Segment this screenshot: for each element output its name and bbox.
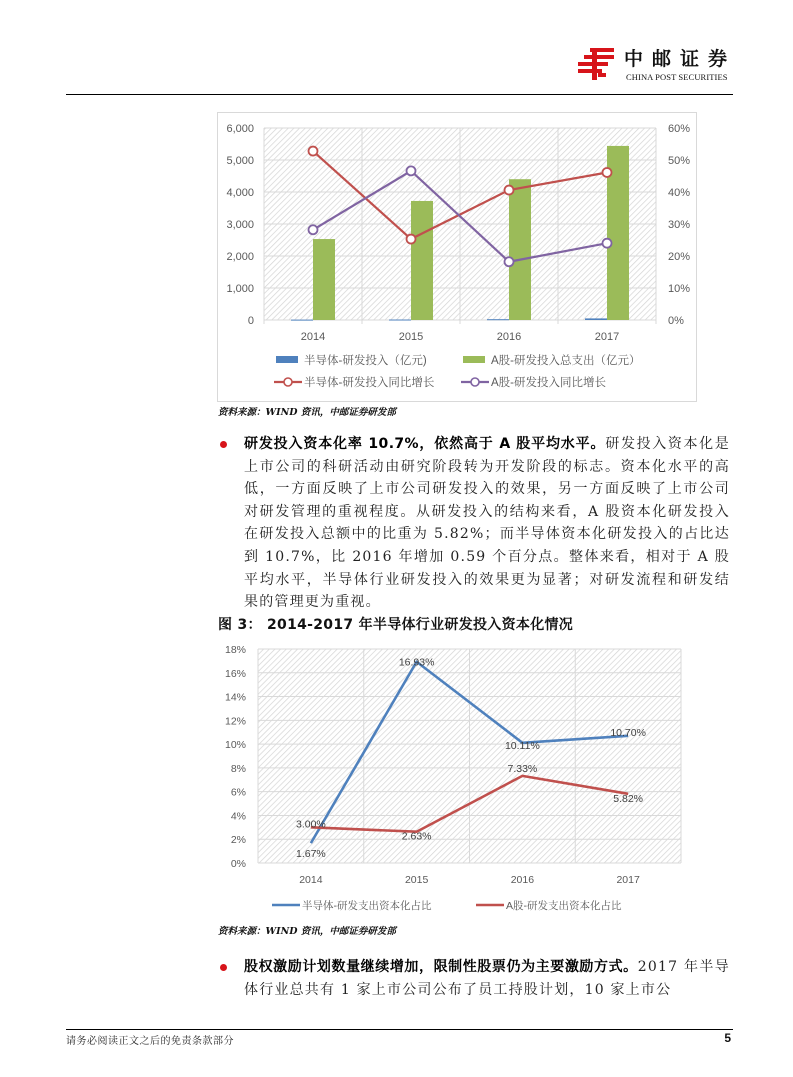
china-post-logo-icon [576, 47, 616, 81]
svg-text:2017: 2017 [616, 874, 640, 886]
chart1-source-note: 资料来源：WIND 资讯，中邮证券研发部 [218, 407, 396, 418]
svg-text:10%: 10% [668, 283, 691, 295]
footer-divider [66, 1029, 733, 1030]
svg-text:2,000: 2,000 [226, 251, 254, 263]
svg-text:60%: 60% [668, 123, 691, 135]
svg-text:0: 0 [247, 315, 254, 327]
svg-text:0%: 0% [668, 315, 684, 327]
svg-text:4,000: 4,000 [226, 187, 254, 199]
svg-text:18%: 18% [224, 644, 246, 656]
company-logo [572, 44, 737, 86]
svg-text:半导体-研发支出资本化占比: 半导体-研发支出资本化占比 [302, 900, 432, 912]
svg-text:2%: 2% [230, 834, 246, 847]
svg-text:10.70%: 10.70% [610, 726, 646, 739]
bullet-icon [220, 441, 227, 448]
svg-text:2016: 2016 [510, 874, 535, 886]
svg-text:3.00%: 3.00% [295, 818, 326, 831]
svg-text:6%: 6% [230, 786, 246, 799]
svg-text:14%: 14% [224, 691, 246, 704]
paragraph-body: 2017 年半导体行业总共有 1 家上市公司公布了员工持股计划，10 家上市公 [244, 959, 730, 998]
svg-text:20%: 20% [668, 251, 691, 263]
paragraph-heading: 股权激励计划数量继续增加，限制性股票仍为主要激励方式。 [244, 959, 638, 975]
capitalization-ratio-chart [210, 640, 690, 920]
rd-investment-chart-canvas [218, 113, 698, 403]
logo-english-name: CHINA POST SECURITIES [626, 72, 728, 82]
paragraph-rd-capitalization [218, 433, 730, 614]
svg-text:2014: 2014 [300, 331, 326, 343]
figure3-title: 图 3： 2014-2017 年半导体行业研发投入资本化情况 [218, 617, 574, 633]
svg-text:30%: 30% [668, 219, 691, 231]
svg-text:2015: 2015 [398, 331, 424, 343]
svg-text:2014: 2014 [299, 874, 323, 886]
paragraph-heading: 研发投入资本化率 10.7%，依然高于 A 股平均水平。 [244, 436, 606, 452]
svg-text:7.33%: 7.33% [507, 762, 538, 775]
svg-text:4%: 4% [230, 810, 246, 823]
svg-text:1.67%: 1.67% [295, 848, 326, 861]
svg-text:A股-研发投入总支出（亿元）: A股-研发投入总支出（亿元） [491, 355, 641, 367]
svg-text:10.11%: 10.11% [504, 739, 540, 752]
svg-text:8%: 8% [230, 762, 246, 775]
svg-text:2016: 2016 [496, 331, 522, 343]
svg-text:0%: 0% [230, 858, 246, 870]
svg-text:5,000: 5,000 [226, 155, 254, 167]
svg-text:2017: 2017 [594, 331, 620, 343]
svg-text:5.82%: 5.82% [613, 792, 644, 805]
paragraph-equity-incentive [218, 956, 730, 1001]
svg-text:半导体-研发投入（亿元): 半导体-研发投入（亿元) [304, 355, 427, 367]
page-number: 5 [724, 1031, 731, 1045]
svg-text:1,000: 1,000 [226, 283, 254, 295]
svg-text:2015: 2015 [404, 874, 429, 886]
bullet-icon [220, 964, 227, 971]
svg-text:3,000: 3,000 [226, 219, 254, 231]
chart2-source-note: 资料来源：WIND 资讯，中邮证券研发部 [218, 926, 396, 937]
svg-text:A股-研发支出资本化占比: A股-研发支出资本化占比 [506, 900, 622, 912]
svg-text:6,000: 6,000 [226, 123, 254, 135]
logo-chinese-name: 中邮证券 [624, 48, 737, 70]
header-divider [66, 94, 733, 95]
svg-text:10%: 10% [224, 739, 246, 752]
svg-text:12%: 12% [224, 715, 246, 728]
paragraph-body: 研发投入资本化是上市公司的科研活动由研究阶段转为开发阶段的标志。资本化水平的高低，一方面反映了上市公司研发投入的效果，另一方面反映了上市公司对研发管理的重视程度。从研发投入的结构来看，A 股资本化研发投入在研发投入总额中的比重为 5.82%；而半导体资本化研发投入的占比达到 10.7%，比 2016 年增加 0.59 个百分点。整体来看，相对于 A 股平均水平，半导体行业研发投入的效果更为显著；对研发流程和研发结果的管理更为重视。 [244, 436, 730, 611]
svg-text:40%: 40% [668, 187, 691, 199]
svg-text:半导体-研发投入同比增长: 半导体-研发投入同比增长 [304, 377, 435, 389]
svg-text:50%: 50% [668, 155, 691, 167]
rd-investment-chart [217, 112, 697, 402]
svg-text:16.93%: 16.93% [398, 656, 435, 669]
svg-text:A股-研发投入同比增长: A股-研发投入同比增长 [491, 377, 606, 389]
svg-text:2.63%: 2.63% [401, 830, 432, 843]
svg-text:16%: 16% [224, 667, 246, 680]
footer-disclaimer: 请务必阅读正文之后的免责条款部分 [66, 1036, 234, 1047]
